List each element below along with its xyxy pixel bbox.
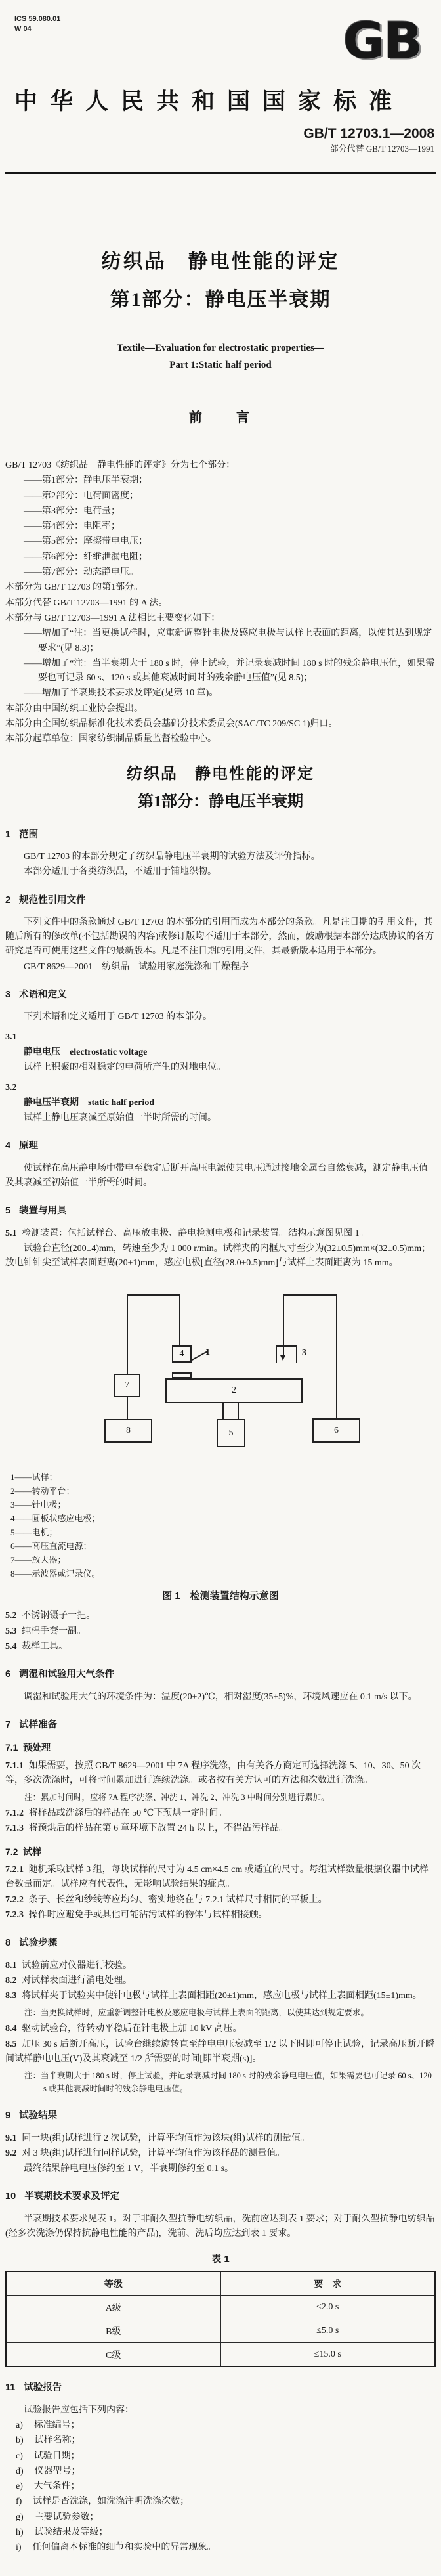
grade-requirement-table: [5, 2271, 436, 2367]
legend-item: 2——转动平台；: [10, 1486, 75, 1496]
text-block: [5, 458, 436, 473]
clause-text: 驱动试验台，待转动平稳后在针电极上加 10 kV 高压。: [22, 2024, 242, 2034]
clause-text: 试验日期；: [33, 2451, 80, 2461]
clause-text: GB/T 12703《纺织品 静电性能的评定》分为七个部分：: [5, 460, 236, 470]
text-block: [5, 717, 436, 731]
clause-text: 静电电压 electrostatic voltage: [24, 1047, 148, 1057]
text-block: [5, 850, 436, 864]
grade-cell: A级: [6, 2296, 220, 2319]
text-block: [5, 1609, 436, 1623]
standard-number-block: [5, 126, 436, 155]
clause-text: 同一块(组)试样进行 2 次试验，计算平均值作为该块(组)试样的测量值。: [22, 2133, 310, 2143]
figure-apparatus-schematic: [0, 1293, 441, 1451]
clause-number: 5.4: [5, 1642, 17, 1652]
replaces-note: 部分代替 GB/T 12703—1991: [329, 144, 434, 154]
clause-text: 使试样在高压静电场中带电至稳定后断开高压电源使其电压通过接地金属台自然衰减，测定静电压值及其衰减至初始值一半所需的时间。: [5, 1163, 428, 1188]
clause-text: 裁样工具。: [22, 1642, 68, 1652]
clause-text: 本部分适用于各类纺织品，不适用于铺地织物。: [24, 867, 217, 877]
needle-arrow-icon: [280, 1355, 285, 1361]
text-block: [5, 657, 436, 686]
text-block: [5, 2525, 436, 2540]
clause-text: 将样品或洗涤后的样品在 50 ℃下预烘一定时间。: [28, 1808, 228, 1819]
clause-text: 注：累加时间时，应将 7A 程序洗涤、冲洗 1、冲洗 2、冲洗 3 中时间分别进行累加。: [24, 1793, 329, 1802]
table-header-cell: 要 求: [220, 2271, 435, 2296]
grade-cell: C级: [6, 2343, 220, 2367]
clause-text: 试验前应对仪器进行校验。: [22, 1960, 133, 1971]
clause-number: 10: [5, 2191, 16, 2202]
table-header-cell: 等级: [6, 2271, 220, 2296]
clause-text: 静电压半衰期 static half period: [24, 1097, 155, 1108]
text-block: [5, 1045, 436, 1060]
clause-text: ——增加了半衰期技术要求及评定(见第 10 章)。: [24, 688, 219, 699]
body-title: [5, 762, 436, 814]
wire-hv-drop: [336, 1294, 337, 1418]
clause-text: 标准编号；: [33, 2420, 80, 2430]
legend-item: 3——针电极；: [10, 1500, 66, 1510]
clause-number: 5.3: [5, 1626, 17, 1636]
legend-item: 8——示波器或记录仪。: [10, 1569, 100, 1579]
text-block: [5, 2541, 436, 2555]
text-block: [5, 1959, 436, 1973]
clause-number: 6: [5, 1669, 11, 1680]
clause-number: 8: [5, 1938, 11, 1949]
figure-box-rotating-platform: 2: [165, 1378, 303, 1403]
text-block: [5, 1162, 436, 1191]
table-caption: 表 1: [211, 2254, 230, 2265]
clause-number: a): [16, 2420, 23, 2430]
clause-text: 3.1: [5, 1032, 17, 1042]
wire-left-top: [127, 1294, 180, 1296]
text-block: [5, 1989, 436, 2003]
clause-number: f): [16, 2497, 22, 2507]
table-row: [6, 2296, 435, 2319]
foreword-section: [5, 458, 436, 747]
clause-text: 试验结果及等级；: [34, 2527, 108, 2538]
clause-number: d): [16, 2466, 24, 2476]
text-block: [5, 1111, 436, 1125]
clause-number: e): [16, 2481, 23, 2492]
clause-number: 7.2: [5, 1846, 18, 1857]
body-title-line2: 第1部分：静电压半衰期: [138, 793, 303, 810]
clause-text: 调湿和试验用大气条件: [19, 1669, 115, 1680]
standard-number: GB/T 12703.1—2008: [303, 126, 434, 141]
clause-text: 条子、长丝和纱线等应均匀、密实地绕在与 7.2.1 试样尺寸相同的平板上。: [28, 1894, 327, 1905]
clause-number: h): [16, 2527, 24, 2538]
text-block: [5, 1908, 436, 1923]
sections-1-to-5: [5, 827, 436, 1271]
text-block: [5, 2131, 436, 2146]
legend-item: 1——试样；: [10, 1472, 58, 1483]
clause-number: b): [16, 2435, 24, 2446]
clause-text: 试验结果: [19, 2110, 58, 2122]
clause-text: 试样准备: [19, 1719, 58, 1730]
clause-number: 9.2: [5, 2148, 17, 2158]
clause-number: 7: [5, 1719, 11, 1730]
doc-class-code: W 04: [14, 25, 32, 33]
clause-number: 8.4: [5, 2024, 17, 2034]
clause-number: 1: [5, 829, 11, 840]
clause-number: 7.2.1: [5, 1865, 24, 1875]
clause-number: 7.2.3: [5, 1910, 24, 1920]
text-block: [5, 2510, 436, 2525]
text-block: [5, 1718, 436, 1732]
clause-text: 试验台直径(200±4)mm，转速至少为 1 000 r/min。试样夹的内框尺寸至少为(32±0.5)mm×(32±0.5)mm；放电针针尖至试样表面距离(20±1)mm，感应电极[直径(28.0±0.5)mm]与试样上表面距离为 15 mm。: [5, 1243, 431, 1269]
clause-text: ——第7部分：动态静电压。: [24, 567, 138, 578]
text-block: [5, 1030, 436, 1045]
cover-title-cn-line1: 纺织品 静电性能的评定: [101, 251, 340, 273]
clause-text: 半衰期技术要求见表 1。对于非耐久型抗静电纺织品，洗前应达到表 1 要求；对于耐久型抗静电纺织品(经多次洗涤仍保持抗静电性能的产品)，洗前、洗后均应达到表 1 要求。: [5, 2214, 435, 2239]
clause-text: 最终结果静电电压修约至 1 V，半衰期修约至 0.1 s。: [24, 2164, 234, 2174]
clause-text: 如果需要，按照 GB/T 8629—2001 中 7A 程序洗涤，由有关各方商定可选择洗涤 5、10、30、50 次等，多次洗涤时，可将时间累加进行连续洗涤。或者按有关方认可的方法和次数进行洗涤。: [5, 1760, 421, 1785]
figure-box-amplifier: 7: [114, 1374, 140, 1397]
clause-number: 5.1: [5, 1228, 17, 1238]
clause-text: 将试样夹于试验夹中使针电极与试样上表面相距(20±1)mm，感应电极与试样上表面相距(15±1)mm。: [22, 1991, 422, 2001]
text-block: [5, 489, 436, 504]
wire-amplifier-drop: [127, 1294, 128, 1374]
cover-title-cn: [5, 248, 436, 315]
clause-text: 本部分代替 GB/T 12703—1991 的 A 法。: [5, 598, 168, 608]
text-block: [5, 2189, 436, 2204]
clause-number: i): [16, 2543, 22, 2553]
clause-text: 术语和定义: [19, 990, 67, 1001]
text-block: [5, 2212, 436, 2242]
text-block: [5, 504, 436, 519]
clause-number: 9.1: [5, 2133, 17, 2143]
figure-caption: 图 1 检测装置结构示意图: [162, 1590, 279, 1602]
table-body: [6, 2296, 435, 2367]
text-block: [5, 2479, 436, 2494]
text-block: [5, 1204, 436, 1218]
clause-number: 2: [5, 894, 11, 906]
national-standard-name: 中华人民共和国国家标准: [14, 89, 405, 114]
text-block: [5, 1791, 436, 1804]
platform-shaft: [222, 1403, 239, 1420]
document-header: [5, 14, 436, 75]
clause-text: 仪器型号；: [34, 2466, 81, 2476]
clause-text: 纯棉手套一副。: [22, 1626, 87, 1636]
text-block: [5, 1625, 436, 1639]
legend-item: 7——放大器；: [10, 1555, 66, 1565]
clause-text: 试验步骤: [19, 1938, 58, 1949]
text-block: [5, 2434, 436, 2448]
text-block: [5, 1667, 436, 1682]
text-block: [5, 1081, 436, 1095]
text-block: [5, 473, 436, 488]
clause-text: 随机采取试样 3 组，每块试样的尺寸为 4.5 cm×4.5 cm 或适宜的尺寸。每组试样数量根据仪器中试样台数量而定。试样应有代表性，无影响试验结果的疵点。: [5, 1865, 429, 1890]
clause-text: 装置与用具: [19, 1206, 67, 1217]
body-title-line1: 纺织品 静电性能的评定: [127, 765, 314, 783]
clause-text: 下列文件中的条款通过 GB/T 12703 的本部分的引用而成为本部分的条款。凡是注日期的引用文件，其随后所有的修改单(不包括勘误的内容)或修订版均不适用于本部分，然而，鼓励根据本部分达成协议的各方研究是否可使用这些文件的最新版本。凡是不注日期的引用文件，其最新版本适用于本部分。: [5, 917, 434, 957]
text-block: [5, 626, 436, 656]
clause-text: 主要试验参数；: [34, 2512, 99, 2522]
text-block: [5, 2495, 436, 2509]
clause-text: 任何偏离本标准的细节和实验中的异常现象。: [32, 2543, 217, 2553]
needle-bracket-right: [296, 1345, 297, 1363]
clause-text: 注：当更换试样时，应重新调整针电极及感应电极与试样上表面的距离，以使其达到规定要求。: [24, 2008, 369, 2018]
figure-box-oscilloscope: 8: [104, 1419, 152, 1443]
clause-number: 5.2: [5, 1611, 17, 1621]
clause-text: 本部分与 GB/T 12703—1991 A 法相比主要变化如下：: [5, 613, 220, 623]
text-block: [5, 550, 436, 565]
wire-right-top: [283, 1294, 337, 1296]
text-block: [5, 1227, 436, 1241]
legend-item: 6——高压直流电源；: [10, 1541, 92, 1552]
sample-callout-line: [190, 1351, 207, 1362]
text-block: [5, 2464, 436, 2479]
text-block: [5, 1845, 436, 1859]
text-block: [5, 2147, 436, 2161]
text-block: [5, 893, 436, 907]
legend-item: 5——电机；: [10, 1527, 58, 1538]
clause-text: 对 3 块(组)试样进行同样试验，计算平均值作为该样品的测量值。: [22, 2148, 285, 2158]
cover-title-en-line2: Part 1:Static half period: [169, 360, 272, 370]
clause-number: 5: [5, 1206, 11, 1217]
table-row: [6, 2319, 435, 2343]
text-block: [5, 915, 436, 959]
clause-text: 加压 30 s 后断开高压，试验台继续旋转直至静电电压衰减至 1/2 以下时即可停止试验，记录高压断开瞬间试样静电电压(V)及其衰减至 1/2 所需要的时间[即半衰期(s)]。: [5, 2039, 435, 2064]
clause-text: ——第5部分：摩擦带电电压；: [24, 536, 148, 547]
clause-text: GB/T 12703 的本部分规定了纺织品静电压半衰期的试验方法及评价指标。: [24, 851, 320, 862]
clause-number: 8.2: [5, 1975, 17, 1986]
clause-text: GB/T 8629—2001 纺织品 试验用家庭洗涤和干燥程序: [24, 961, 249, 972]
cover-title-cn-line2: 第1部分：静电压半衰期: [110, 289, 331, 311]
table-row: [6, 2343, 435, 2367]
clause-text: 预处理: [23, 1742, 51, 1753]
text-block: [5, 2022, 436, 2036]
text-block: [5, 596, 436, 611]
clause-text: 试验报告: [24, 2382, 62, 2393]
clause-text: ——增加了“注：当半衰期大于 180 s 时，停止试验，并记录衰减时间 180 s 时的残余静电压值，如果需要也可记录 60 s、120 s 或其他衰减时间时的残余静电压值”(见 8.5)；: [24, 658, 435, 684]
clause-text: 操作时应避免手或其他可能沾污试样的物体与试样相接触。: [28, 1910, 268, 1920]
clause-text: 半衰期技术要求及评定: [24, 2191, 120, 2202]
figure-box-hv-supply: 6: [312, 1418, 360, 1443]
table-header: [6, 2271, 435, 2296]
clause-text: 检测装置：包括试样台、高压放电极、静电检测电极和记录装置。结构示意图见图 1。: [22, 1228, 369, 1238]
text-block: [5, 1893, 436, 1908]
clause-text: ——第6部分：纤维泄漏电阻；: [24, 552, 148, 562]
text-block: [5, 1806, 436, 1821]
text-block: [5, 865, 436, 879]
text-block: [5, 1640, 436, 1654]
wire-amplifier-to-scope: [127, 1397, 128, 1419]
text-block: [5, 1863, 436, 1892]
clause-text: 本部分由全国纺织品标准化技术委员会基础分技术委员会(SAC/TC 209/SC 1)归口。: [5, 719, 338, 730]
section-11: [5, 2380, 436, 2555]
clause-number: 8.5: [5, 2039, 17, 2049]
clause-text: 试样名称；: [34, 2435, 81, 2446]
text-block: [5, 1060, 436, 1075]
text-block: [5, 611, 436, 626]
requirement-cell: ≤2.0 s: [220, 2296, 435, 2319]
clause-text: ——第3部分：电荷量；: [24, 506, 120, 516]
text-block: [5, 2038, 436, 2067]
text-block: [5, 2069, 436, 2095]
clause-text: 试样是否洗涤，如洗涤注明洗涤次数；: [33, 2497, 190, 2507]
clause-number: 7.1: [5, 1742, 18, 1753]
clause-number: 3: [5, 990, 11, 1001]
clause-text: 范围: [19, 829, 39, 840]
text-block: [5, 686, 436, 701]
clause-number: 7.1.2: [5, 1808, 24, 1819]
text-block: [5, 1759, 436, 1789]
requirement-cell: ≤15.0 s: [220, 2343, 435, 2367]
clause-text: 将预烘后的样品在第 6 章环境下放置 24 h 以上，不得沾污样品。: [28, 1823, 289, 1834]
ics-code: ICS 59.080.01: [14, 15, 61, 23]
clause-text: 试样: [23, 1846, 42, 1857]
clause-text: 调湿和试验用大气的环境条件为：温度(20±2)℃，相对湿度(35±5)%，环境风速应在 0.1 m/s 以下。: [24, 1692, 417, 1702]
figure-box-induction-electrode: 4: [172, 1345, 192, 1363]
figure-box-motor: 5: [217, 1419, 245, 1447]
text-block: [5, 2108, 436, 2123]
table-header-row: [6, 2271, 435, 2296]
text-block: [5, 1010, 436, 1024]
text-block: [5, 1974, 436, 1988]
figure-legend: [5, 1470, 436, 1581]
clause-number: 11: [5, 2382, 16, 2393]
wire-induction-drop: [179, 1294, 180, 1345]
clause-text: 本部分由中国纺织工业协会提出。: [5, 703, 143, 714]
text-block: [5, 960, 436, 974]
legend-item: 4——圆板状感应电极；: [10, 1514, 100, 1524]
clause-number: 7.1.3: [5, 1823, 24, 1834]
text-block: [5, 519, 436, 534]
text-block: [5, 827, 436, 842]
clause-text: 本部分起草单位：国家纺织制品质量监督检验中心。: [5, 734, 217, 745]
text-block: [5, 1822, 436, 1836]
clause-number: 8.3: [5, 1991, 17, 2001]
text-block: [5, 1690, 436, 1705]
text-block: [5, 2418, 436, 2433]
clause-text: 下列术语和定义适用于 GB/T 12703 的本部分。: [24, 1012, 213, 1022]
clause-text: ——增加了“注：当更换试样时，应重新调整针电极及感应电极与试样上表面的距离，以使其达到规定要求”(见 8.3)；: [24, 628, 432, 653]
figure-label-sample: 1: [205, 1347, 210, 1358]
clause-text: 3.2: [5, 1082, 17, 1093]
clause-number: 7.2.2: [5, 1894, 24, 1905]
clause-text: 试验报告应包括下列内容：: [24, 2405, 134, 2415]
gb-logo: GB: [343, 12, 421, 71]
text-block: [5, 2380, 436, 2395]
foreword-heading: 前 言: [189, 410, 252, 425]
text-block: [5, 702, 436, 716]
clause-number: c): [16, 2451, 23, 2461]
clause-text: 大气条件；: [33, 2481, 80, 2492]
clause-text: 对试样表面进行消电处理。: [22, 1975, 133, 1986]
clause-text: 试样上积聚的相对稳定的电荷所产生的对地电位。: [24, 1062, 226, 1073]
clause-text: 不锈钢镊子一把。: [22, 1611, 96, 1621]
text-block: [5, 732, 436, 747]
clause-text: 注：当半衰期大于 180 s 时，停止试验，并记录衰减时间 180 s 时的残余静电电压值，如果需要也可记录 60 s、120 s 或其他衰减时间时的残余静电电压值。: [24, 2071, 432, 2094]
text-block: [5, 535, 436, 549]
clause-number: 7.1.1: [5, 1760, 24, 1771]
text-block: [5, 580, 436, 595]
cover-title-en-line1: Textile—Evaluation for electrostatic properties—: [117, 343, 324, 353]
text-block: [5, 1740, 436, 1755]
text-block: [5, 988, 436, 1002]
clause-text: 本部分为 GB/T 12703 的第1部分。: [5, 582, 144, 593]
clause-text: 规范性引用文件: [19, 894, 86, 906]
text-block: [5, 1936, 436, 1950]
sections-5-to-10: [5, 1609, 436, 2241]
needle-bracket-left: [276, 1345, 277, 1363]
cover-title-en: [5, 339, 436, 374]
text-block: [5, 1242, 436, 1271]
figure-box-sample: [172, 1372, 192, 1378]
clause-number: 8.1: [5, 1960, 17, 1971]
header-rule: [5, 172, 436, 174]
text-block: [5, 1096, 436, 1110]
grade-cell: B级: [6, 2319, 220, 2343]
clause-text: 原理: [19, 1141, 39, 1152]
text-block: [5, 2006, 436, 2019]
clause-text: 试样上静电压衰减至原始值一半时所需的时间。: [24, 1113, 217, 1124]
text-block: [5, 565, 436, 580]
clause-number: 4: [5, 1141, 11, 1152]
requirement-cell: ≤5.0 s: [220, 2319, 435, 2343]
text-block: [5, 2449, 436, 2464]
text-block: [5, 2403, 436, 2418]
clause-text: ——第1部分：静电压半衰期；: [24, 475, 148, 486]
clause-text: ——第2部分：电荷面密度；: [24, 491, 138, 501]
clause-number: g): [16, 2512, 24, 2522]
clause-number: 9: [5, 2110, 11, 2122]
figure-label-needle: 3: [302, 1348, 306, 1359]
clause-text: ——第4部分：电阻率；: [24, 521, 120, 532]
needle-bracket-top: [276, 1345, 297, 1347]
text-block: [5, 2162, 436, 2176]
text-block: [5, 1139, 436, 1153]
